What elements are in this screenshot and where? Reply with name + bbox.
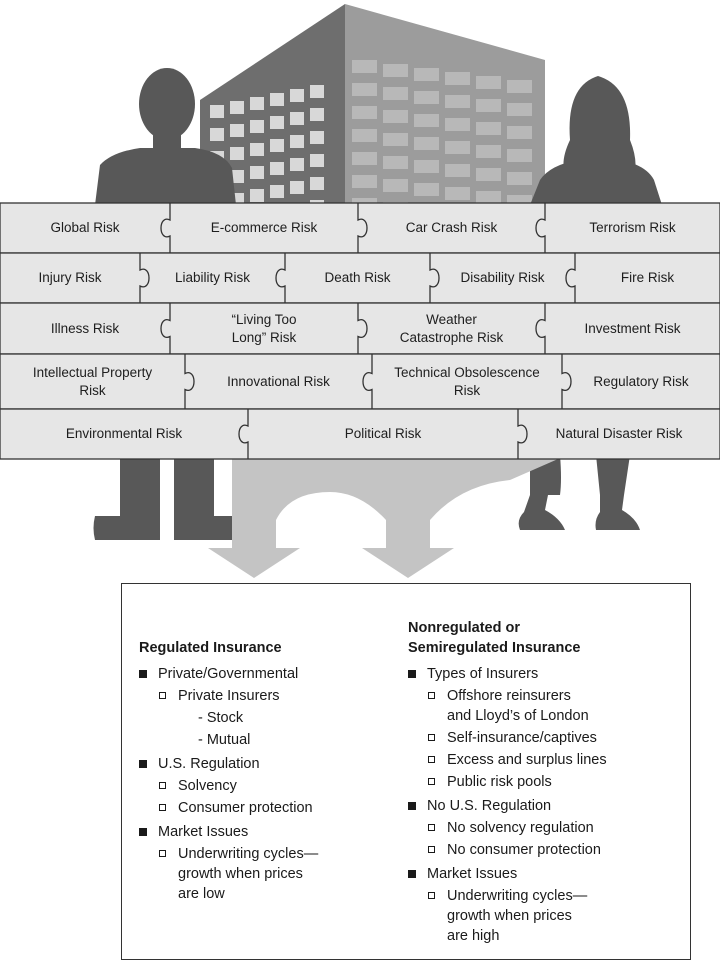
list-item-text: - Mutual bbox=[198, 732, 251, 748]
list-item-text: Private/Governmental bbox=[158, 666, 299, 682]
window bbox=[414, 114, 439, 127]
window bbox=[507, 80, 532, 93]
list-item-text: No solvency regulation bbox=[447, 820, 594, 836]
bullet-icon bbox=[139, 828, 147, 836]
window bbox=[310, 108, 324, 121]
window bbox=[445, 118, 470, 131]
checkbox-square-icon bbox=[428, 846, 435, 853]
window bbox=[507, 103, 532, 116]
checkbox-square-icon bbox=[159, 804, 166, 811]
list-item-text: Types of Insurers bbox=[427, 666, 539, 682]
list-item bbox=[139, 844, 409, 904]
window bbox=[445, 72, 470, 85]
regulated-column bbox=[139, 638, 409, 904]
list-item bbox=[139, 776, 409, 796]
window bbox=[383, 156, 408, 169]
list-item bbox=[408, 728, 688, 748]
list-item bbox=[139, 664, 409, 684]
window bbox=[414, 137, 439, 150]
risk-label: Terrorism Risk bbox=[589, 220, 676, 235]
risk-label: Natural Disaster Risk bbox=[555, 426, 683, 441]
window bbox=[230, 124, 244, 137]
window bbox=[290, 181, 304, 194]
list-item bbox=[139, 730, 409, 750]
window bbox=[445, 187, 470, 200]
window bbox=[310, 177, 324, 190]
list-item-text: Private Insurers bbox=[178, 688, 280, 704]
window bbox=[507, 126, 532, 139]
window bbox=[250, 189, 264, 202]
window bbox=[383, 179, 408, 192]
window bbox=[250, 97, 264, 110]
window bbox=[507, 172, 532, 185]
bullet-icon bbox=[139, 670, 147, 678]
risk-label: Illness Risk bbox=[50, 320, 120, 336]
window bbox=[414, 68, 439, 81]
list-item-text: Self-insurance/captives bbox=[447, 730, 597, 746]
window bbox=[383, 64, 408, 77]
list-item-text: Market Issues bbox=[427, 866, 518, 882]
risk-label: Car Crash Risk bbox=[405, 220, 498, 235]
window bbox=[352, 152, 377, 165]
window bbox=[250, 120, 264, 133]
risk-label: Investment Risk bbox=[584, 320, 681, 336]
list-item bbox=[139, 708, 409, 728]
window bbox=[507, 149, 532, 162]
list-item bbox=[408, 864, 688, 884]
window bbox=[476, 168, 501, 181]
checkbox-square-icon bbox=[428, 892, 435, 899]
checkbox-square-icon bbox=[428, 756, 435, 763]
window bbox=[383, 133, 408, 146]
list-item-text: Excess and surplus lines bbox=[447, 752, 607, 768]
risk-label: Intellectual Property Risk bbox=[32, 364, 153, 398]
bullet-icon bbox=[408, 870, 416, 878]
risk-label: E-commerce Risk bbox=[210, 220, 318, 235]
risk-label: Injury Risk bbox=[38, 270, 102, 285]
window bbox=[476, 145, 501, 158]
window bbox=[383, 110, 408, 123]
nonregulated-heading: Nonregulated or Semiregulated Insurance bbox=[408, 620, 581, 656]
window bbox=[310, 154, 324, 167]
window bbox=[352, 106, 377, 119]
checkbox-square-icon bbox=[428, 824, 435, 831]
window bbox=[445, 141, 470, 154]
list-item-text: No U.S. Regulation bbox=[427, 798, 552, 814]
window bbox=[230, 101, 244, 114]
list-item bbox=[139, 798, 409, 818]
risk-label: Political Risk bbox=[344, 426, 422, 441]
checkbox-square-icon bbox=[428, 734, 435, 741]
list-item-text: Public risk pools bbox=[447, 774, 552, 790]
window bbox=[290, 89, 304, 102]
window bbox=[210, 105, 224, 118]
risk-label: Regulatory Risk bbox=[593, 373, 689, 389]
risk-label: Innovational Risk bbox=[227, 373, 330, 389]
checkbox-square-icon bbox=[428, 692, 435, 699]
risk-label: Environmental Risk bbox=[65, 426, 183, 441]
list-item-text: Solvency bbox=[178, 778, 237, 794]
window bbox=[476, 99, 501, 112]
window bbox=[250, 143, 264, 156]
list-item-text: U.S. Regulation bbox=[158, 756, 260, 772]
window bbox=[445, 164, 470, 177]
list-item bbox=[408, 886, 688, 946]
bullet-icon bbox=[139, 760, 147, 768]
window bbox=[310, 85, 324, 98]
nonregulated-column bbox=[408, 618, 688, 946]
risk-label: Disability Risk bbox=[460, 270, 545, 285]
window bbox=[352, 129, 377, 142]
window bbox=[476, 76, 501, 89]
list-item bbox=[408, 772, 688, 792]
checkbox-square-icon bbox=[159, 692, 166, 699]
window bbox=[310, 131, 324, 144]
list-item-text: Offshore reinsurers and Lloyd’s of London bbox=[447, 688, 589, 724]
window bbox=[352, 60, 377, 73]
window bbox=[352, 83, 377, 96]
list-item bbox=[408, 840, 688, 860]
insurance-comparison-box bbox=[121, 583, 691, 960]
window bbox=[270, 93, 284, 106]
window bbox=[445, 95, 470, 108]
window bbox=[476, 122, 501, 135]
list-item bbox=[408, 750, 688, 770]
list-item-text: Underwriting cycles— growth when prices are high bbox=[447, 888, 588, 944]
window bbox=[270, 116, 284, 129]
risk-label: Fire Risk bbox=[620, 270, 675, 285]
list-item bbox=[408, 664, 688, 684]
checkbox-square-icon bbox=[159, 782, 166, 789]
window bbox=[250, 166, 264, 179]
list-item-text: No consumer protection bbox=[447, 842, 601, 858]
bullet-icon bbox=[408, 670, 416, 678]
nonregulated-list bbox=[408, 664, 688, 946]
window bbox=[270, 139, 284, 152]
window bbox=[230, 147, 244, 160]
list-item-text: Underwriting cycles— growth when prices are low bbox=[178, 846, 319, 902]
window bbox=[210, 128, 224, 141]
list-item bbox=[139, 822, 409, 842]
list-item bbox=[139, 754, 409, 774]
regulated-heading: Regulated Insurance bbox=[139, 640, 282, 656]
risk-label: Weather Catastrophe Risk bbox=[399, 311, 504, 345]
list-item bbox=[408, 686, 688, 726]
risk-label: Liability Risk bbox=[174, 270, 251, 285]
window bbox=[352, 175, 377, 188]
list-item-text: - Stock bbox=[198, 710, 244, 726]
regulated-list bbox=[139, 664, 409, 904]
bullet-icon bbox=[408, 802, 416, 810]
window bbox=[290, 135, 304, 148]
checkbox-square-icon bbox=[159, 850, 166, 857]
window bbox=[414, 160, 439, 173]
list-item bbox=[139, 686, 409, 706]
list-item-text: Consumer protection bbox=[178, 800, 313, 816]
risk-label: “Living Too Long” Risk bbox=[231, 311, 297, 345]
risk-label: Global Risk bbox=[50, 220, 120, 235]
window bbox=[270, 185, 284, 198]
window bbox=[290, 158, 304, 171]
checkbox-square-icon bbox=[428, 778, 435, 785]
window bbox=[414, 91, 439, 104]
list-item-text: Market Issues bbox=[158, 824, 249, 840]
risk-label: Technical Obsolescence Risk bbox=[394, 364, 540, 398]
window bbox=[270, 162, 284, 175]
window bbox=[290, 112, 304, 125]
window bbox=[414, 183, 439, 196]
list-item bbox=[408, 796, 688, 816]
risk-label: Death Risk bbox=[324, 270, 391, 285]
window bbox=[383, 87, 408, 100]
list-item bbox=[408, 818, 688, 838]
